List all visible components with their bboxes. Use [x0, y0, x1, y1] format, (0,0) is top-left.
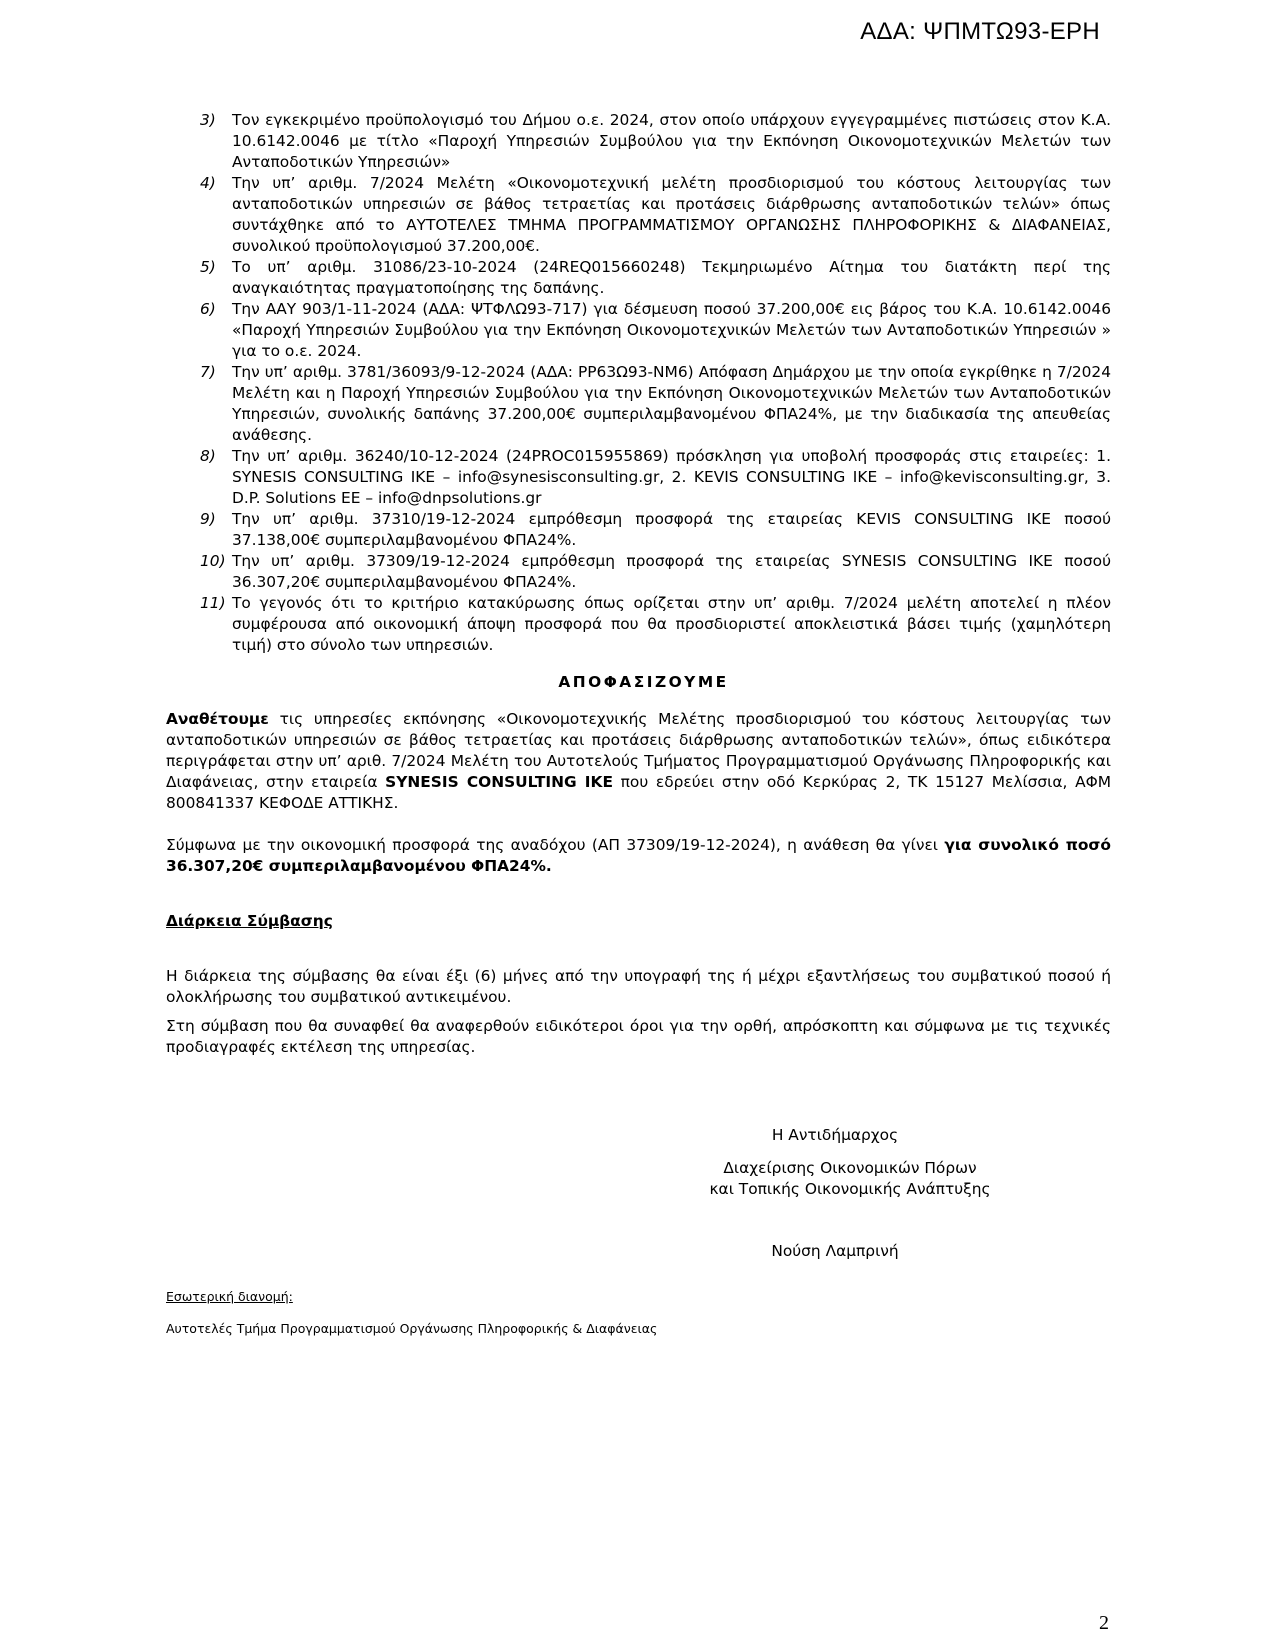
list-item	[166, 257, 1111, 299]
signatory-department-line2: και Τοπικής Οικονομικής Ανάπτυξης	[709, 1180, 991, 1198]
document-body	[166, 110, 1111, 1058]
list-item-text: Την υπ’ αριθμ. 7/2024 Μελέτη «Οικονομοτεχνική μελέτη προσδιορισμού του κόστους λειτουργίας των ανταποδοτικών υπηρεσιών σε βάθος τετραετίας και προτάσεις διάρθρωσης ανταποδοτικών τελών» όπως συντάχθηκε από το ΑΥΤΟΤΕΛΕΣ ΤΜΗΜΑ ΠΡΟΓΡΑΜΜΑΤΙΣΜΟΥ ΟΡΓΑΝΩΣΗΣ ΠΛΗΡΟΦΟΡΙΚΗΣ & ΔΙΑΦΑΝΕΙΑΣ, συνολικού προϋπολογισμού 37.200,00€.	[232, 174, 1111, 255]
list-item-number: 6)	[200, 300, 216, 318]
award-company: SYNESIS CONSULTING IKE	[385, 773, 613, 791]
signature-block	[680, 1125, 1060, 1262]
signatory-department-line1: Διαχείρισης Οικονομικών Πόρων	[723, 1159, 977, 1177]
list-item-text: Την υπ’ αριθμ. 37309/19-12-2024 εμπρόθεσμη προσφορά της εταιρείας SYNESIS CONSULTING IKE ποσού 36.307,20€ συμπεριλαμβανομένου ΦΠΑ24%.	[232, 552, 1111, 591]
list-item-text: Τον εγκεκριμένο προϋπολογισμό του Δήμου ο.ε. 2024, στον οποίο υπάρχουν εγγεγραμμένες πιστώσεις στον Κ.Α. 10.6142.0046 με τίτλο «Παροχή Υπηρεσιών Συμβούλου για την Εκπόνηση Οικονομοτεχνικών Μελετών των Ανταποδοτικών Υπηρεσιών»	[232, 111, 1111, 171]
amount-text: Σύμφωνα με την οικονομική προσφορά της αναδόχου (ΑΠ 37309/19-12-2024), η ανάθεση θα γίνει	[166, 836, 945, 854]
amount-bold: για συνολικό ποσό 36.307,20€ συμπεριλαμβανομένου ΦΠΑ24%.	[166, 836, 1111, 875]
list-item	[166, 593, 1111, 656]
signatory-name: Νούση Λαμπρινή	[771, 1242, 899, 1260]
decision-heading: ΑΠΟΦΑΣΙΖΟΥΜΕ	[558, 673, 729, 691]
list-item-text: Το υπ’ αριθμ. 31086/23-10-2024 (24REQ015660248) Τεκμηριωμένο Αίτημα του διατάκτη περί της αναγκαιότητας πραγματοποίησης της δαπάνης.	[232, 258, 1111, 297]
list-item	[166, 362, 1111, 446]
contract-terms-paragraph: Στη σύμβαση που θα συναφθεί θα αναφερθούν ειδικότεροι όροι για την ορθή, απρόσκοπτη και σύμφωνα με τις τεχνικές προδιαγραφές εκτέλεση της υπηρεσίας.	[166, 1017, 1111, 1056]
amount-paragraph	[166, 835, 1111, 877]
contract-duration-heading: Διάρκεια Σύμβασης	[166, 912, 333, 930]
list-item	[166, 110, 1111, 173]
list-item	[166, 509, 1111, 551]
list-item-number: 9)	[200, 510, 216, 528]
list-item	[166, 551, 1111, 593]
list-item-number: 4)	[200, 174, 216, 192]
award-tail: που εδρεύει στην οδό Κερκύρας 2, ΤΚ 15127 Μελίσσια, ΑΦΜ 800841337 ΚΕΦΟΔΕ ΑΤΤΙΚΗΣ.	[166, 773, 1111, 812]
distribution-label: Εσωτερική διανομή:	[166, 1289, 293, 1304]
list-item-text: Την υπ’ αριθμ. 3781/36093/9-12-2024 (ΑΔΑ: ΡΡ63Ω93-ΝΜ6) Απόφαση Δημάρχου με την οποία εγκρίθηκε η 7/2024 Μελέτη και η Παροχή Υπηρεσιών Συμβούλου για την Εκπόνηση Οικονομοτεχνικών Μελετών των Ανταποδοτικών Υπηρεσιών, συνολικής δαπάνης 37.200,00€ συμπεριλαμβανομένου ΦΠΑ24%, με την διαδικασία της απευθείας ανάθεσης.	[232, 363, 1111, 444]
award-paragraph	[166, 709, 1111, 814]
list-item-number: 10)	[200, 552, 226, 570]
list-item	[166, 299, 1111, 362]
list-item-number: 11)	[200, 594, 226, 612]
list-item-text: Το γεγονός ότι το κριτήριο κατακύρωσης όπως ορίζεται στην υπ’ αριθμ. 7/2024 μελέτη αποτελεί η πλέον συμφέρουσα από οικονομική άποψη προσφορά που θα προσδιοριστεί αποκλειστικά βάσει τιμής (χαμηλότερη τιμή) στο σύνολο των υπηρεσιών.	[232, 594, 1111, 654]
list-item-text: Την υπ’ αριθμ. 36240/10-12-2024 (24PROC015955869) πρόσκληση για υποβολή προσφοράς στις εταιρείες: 1. SYNESIS CONSULTING IKE – info@synesisconsulting.gr, 2. KEVIS CONSULTING IKE – info@kevisconsulting.gr, 3. D.P. Solutions EE – info@dnpsolutions.gr	[232, 447, 1111, 507]
list-item-number: 3)	[200, 111, 216, 129]
ada-code: ΑΔΑ: ΨΠΜΤΩ93-ΕΡΗ	[860, 18, 1100, 45]
contract-duration-paragraph: Η διάρκεια της σύμβασης θα είναι έξι (6) μήνες από την υπογραφή της ή μέχρι εξαντλήσεως του συμβατικού ποσού ή ολοκλήρωσης του συμβατικού αντικειμένου.	[166, 967, 1111, 1006]
signatory-title: Η Αντιδήμαρχος	[771, 1126, 899, 1144]
list-item	[166, 173, 1111, 257]
list-item-number: 8)	[200, 447, 216, 465]
list-item-number: 5)	[200, 258, 216, 276]
award-lead: Αναθέτουμε	[166, 710, 269, 728]
award-text: τις υπηρεσίες εκπόνησης «Οικονομοτεχνικής Μελέτης προσδιορισμού του κόστους λειτουργίας των ανταποδοτικών υπηρεσιών σε βάθος τετραετίας και προτάσεις διάρθρωσης ανταποδοτικών τελών», όπως ειδικότερα περιγράφεται στην υπ’ αριθ. 7/2024 Μελέτη του Αυτοτελούς Τμήματος Προγραμματισμού Οργάνωσης Πληροφορικής και Διαφάνειας, στην εταιρεία	[166, 710, 1111, 791]
list-item	[166, 446, 1111, 509]
distribution-recipient: Αυτοτελές Τμήμα Προγραμματισμού Οργάνωσης Πληροφορικής & Διαφάνειας	[166, 1321, 658, 1336]
considerations-list	[166, 110, 1111, 656]
page-number: 2	[1099, 1612, 1109, 1634]
list-item-text: Την ΑΑΥ 903/1-11-2024 (ΑΔΑ: ΨΤΦΛΩ93-717) για δέσμευση ποσού 37.200,00€ εις βάρος του Κ.Α. 10.6142.0046 «Παροχή Υπηρεσιών Συμβούλου για την Εκπόνηση Οικονομοτεχνικών Μελετών των Ανταποδοτικών Υπηρεσιών » για το ο.ε. 2024.	[232, 300, 1111, 360]
list-item-text: Την υπ’ αριθμ. 37310/19-12-2024 εμπρόθεσμη προσφορά της εταιρείας KEVIS CONSULTING IKE ποσού 37.138,00€ συμπεριλαμβανομένου ΦΠΑ24%.	[232, 510, 1111, 549]
list-item-number: 7)	[200, 363, 216, 381]
internal-distribution	[166, 1288, 657, 1338]
